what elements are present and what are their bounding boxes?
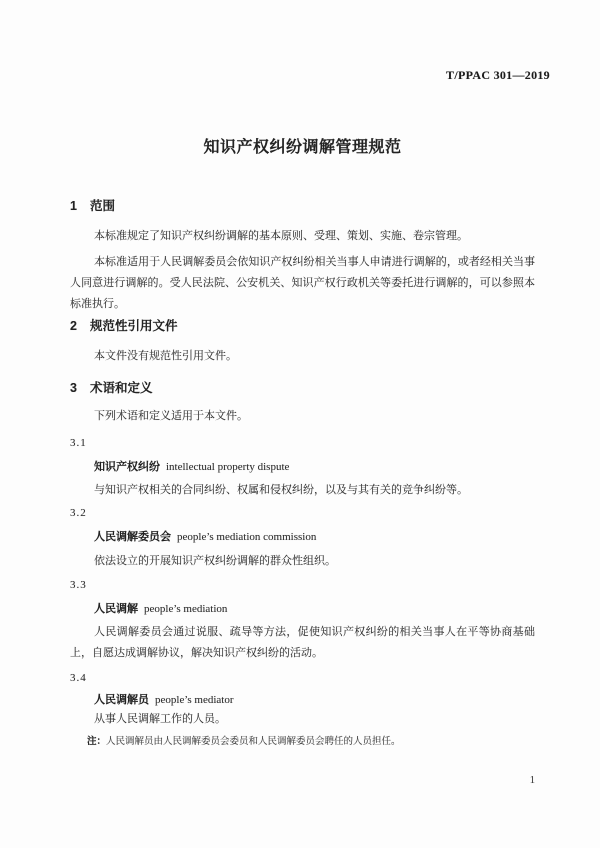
- note-text: 人民调解员由人民调解委员会委员和人民调解委员会聘任的人员担任。: [106, 737, 401, 747]
- term-3-3-number: 3.3: [70, 579, 87, 591]
- section-2-paragraph: 本文件没有规范性引用文件。: [94, 350, 237, 362]
- term-3-1-number: 3.1: [70, 437, 87, 449]
- section-2-heading: [70, 318, 535, 334]
- term-3-4-name-zh: 人民调解员: [94, 694, 149, 706]
- term-3-4-number: 3.4: [70, 672, 87, 684]
- term-3-1-name-en: intellectual property dispute: [166, 461, 290, 473]
- term-3-1-entry: [94, 459, 535, 475]
- section-1-paragraph: 本标准适用于人民调解委员会依知识产权纠纷相关当事人申请进行调解的，或者经相关当事人同意进行调解的。受人民法院、公安机关、知识产权行政机关等委托进行调解的，可以参照本标准执行。: [70, 256, 535, 310]
- section-3-heading: [70, 380, 535, 396]
- section-1-title: 范围: [89, 199, 115, 213]
- section-1-paragraph: 本标准规定了知识产权纠纷调解的基本原则、受理、策划、实施、卷宗管理。: [94, 230, 468, 242]
- section-1-number: 1: [70, 199, 77, 213]
- term-3-3-entry: [94, 601, 535, 617]
- document-page: [0, 68, 600, 848]
- standard-code: T/PPAC 301—2019: [446, 68, 550, 82]
- term-3-2-number: 3.2: [70, 507, 87, 519]
- term-3-4-entry: [94, 692, 535, 708]
- term-3-4-name-en: people’s mediator: [155, 694, 234, 706]
- note-label: 注：: [87, 736, 107, 747]
- term-3-3-name-en: people’s mediation: [144, 603, 228, 615]
- section-3-number: 3: [70, 381, 77, 395]
- term-3-2-name-en: people’s mediation commission: [177, 531, 317, 543]
- section-3-intro: 下列术语和定义适用于本文件。: [94, 410, 248, 422]
- term-3-4-note: [87, 734, 535, 750]
- document-title: 知识产权纠纷调解管理规范: [203, 139, 402, 156]
- section-1-heading: [70, 198, 535, 214]
- term-3-1-name-zh: 知识产权纠纷: [94, 461, 160, 473]
- term-3-2-entry: [94, 529, 535, 545]
- section-3-title: 术语和定义: [89, 381, 153, 395]
- section-2-number: 2: [70, 319, 77, 333]
- term-3-3-name-zh: 人民调解: [94, 603, 138, 615]
- term-3-2-definition: 依法设立的开展知识产权纠纷调解的群众性组织。: [94, 555, 336, 567]
- term-3-1-definition: 与知识产权相关的合同纠纷、权属和侵权纠纷，以及与其有关的竞争纠纷等。: [94, 484, 468, 496]
- term-3-4-definition: 从事人民调解工作的人员。: [94, 713, 226, 725]
- page-number: 1: [529, 775, 535, 786]
- term-3-2-name-zh: 人民调解委员会: [94, 531, 171, 543]
- section-2-title: 规范性引用文件: [89, 319, 178, 333]
- term-3-3-definition: 人民调解委员会通过说服、疏导等方法，促使知识产权纠纷的相关当事人在平等协商基础上，自愿达成调解协议，解决知识产权纠纷的活动。: [70, 626, 535, 659]
